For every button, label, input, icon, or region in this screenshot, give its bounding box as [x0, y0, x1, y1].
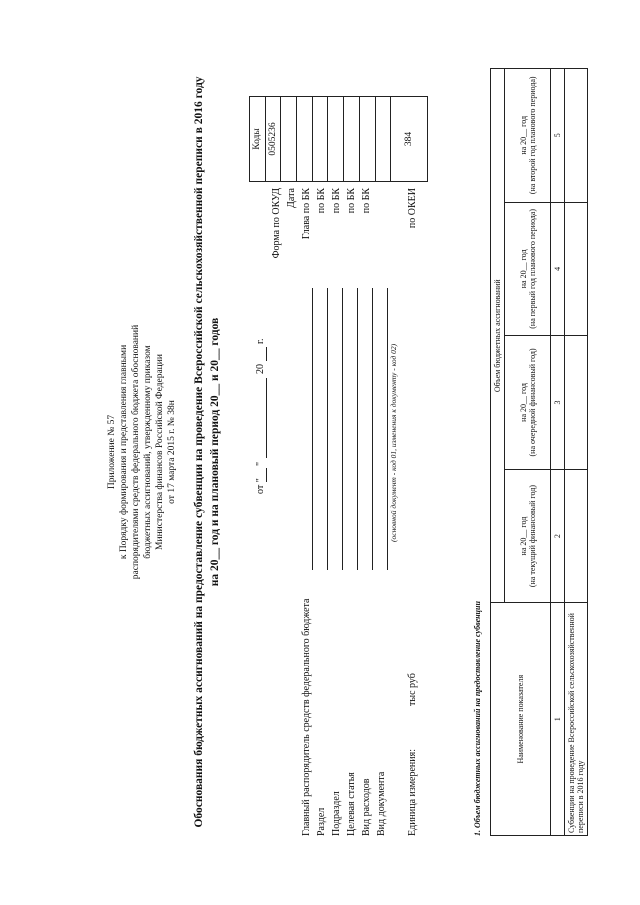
field-podrazdel-label: Подраздел: [331, 791, 342, 836]
glava-label: Глава по БК: [301, 188, 312, 240]
main-table: [490, 68, 588, 836]
document-title: Обоснования бюджетных ассигнований на предоставление субвенции на проведение Всероссийской сельскохозяйственной переписи в 2016 году: [193, 76, 205, 828]
col-number-2: 2: [551, 469, 565, 603]
field-vid-rashodov-label: Вид расходов: [361, 778, 372, 836]
col-name-header: Наименование показателя: [491, 603, 551, 836]
glava-code: [297, 97, 313, 182]
field-celevaya-line: [357, 288, 358, 570]
doc-type-hint: (основной документ - код 01, изменения к документу - код 02): [389, 343, 398, 542]
unit-label: Единица измерения:: [407, 749, 418, 836]
unit-value: тыс руб: [407, 673, 418, 706]
field-podrazdel-line: [342, 288, 343, 570]
field-celevaya-label: Целевая статья: [346, 772, 357, 836]
col-header-3-year: на 20__ год: [518, 249, 528, 289]
group-header: Объем бюджетных ассигнований: [491, 69, 505, 603]
podrazdel-bk-label: по БК: [331, 188, 342, 214]
okud-code: 0505236: [265, 97, 281, 182]
col-header-1-year: на 20__ год: [518, 516, 528, 556]
date-day-blank: [266, 468, 267, 482]
celevaya-bk-label: по БК: [346, 188, 357, 214]
col-header-3: [505, 202, 551, 336]
okei-label: по ОКЕИ: [407, 188, 418, 229]
col-number-3: 3: [551, 336, 565, 470]
date-prefix: от ": [255, 478, 266, 494]
row-label: Субвенции на проведение Всероссийской сельскохозяйственной переписи в 2016 году: [565, 603, 588, 836]
field-glava-label: Главный распорядитель средств федерального бюджета: [301, 598, 312, 836]
date-suffix: г.: [255, 338, 266, 344]
field-vid-rashodov-line: [372, 288, 373, 570]
vid-rashodov-bk-label: по БК: [361, 188, 372, 214]
razdel-bk-label: по БК: [316, 188, 327, 214]
date-month-blank: [266, 378, 267, 458]
header-line-3: распорядителями средств федерального бюджета обоснований: [131, 324, 141, 580]
date-code: [281, 97, 297, 182]
celevaya-code: [344, 97, 360, 182]
rotated-document-page: [105, 62, 585, 842]
codes-table: [249, 96, 428, 182]
appendix-number: Приложение № 57: [107, 414, 117, 490]
field-vid-doc-line: [387, 288, 388, 570]
col-header-4: [505, 69, 551, 203]
col-number-5: 5: [551, 69, 565, 203]
row-value-2: [565, 336, 588, 470]
col-header-2-year: на 20__ год: [518, 383, 528, 422]
header-line-2: к Порядку формирования и представления главными: [119, 344, 129, 560]
field-razdel-label: Раздел: [316, 807, 327, 836]
col-number-1: 1: [551, 603, 565, 836]
col-header-4-year: на 20__ год: [518, 115, 528, 155]
col-header-1-desc: (на текущий финансовый год): [527, 484, 537, 588]
header-line-5: Министерства финансов Российской Федерации: [155, 354, 165, 550]
col-header-4-desc: (на второй год планового периода): [527, 76, 537, 195]
col-header-3-desc: (на первый год планового периода): [527, 208, 537, 329]
razdel-code: [312, 97, 328, 182]
col-number-4: 4: [551, 202, 565, 336]
document-subtitle: на 20__ год и на плановый период 20__ и 20__ годов: [209, 317, 221, 587]
col-header-2-desc: (на очередной финансовый год): [527, 348, 537, 457]
row-value-3: [565, 202, 588, 336]
date-label: Дата: [286, 188, 297, 208]
header-line-4: бюджетных ассигнований, утвержденному приказом: [143, 345, 153, 559]
header-block: [105, 62, 185, 842]
col-header-1: [505, 469, 551, 603]
section-title: 1. Объем бюджетных ассигнований на предоставление субвенции: [473, 601, 482, 836]
okud-label: Форма по ОКУД: [271, 188, 282, 259]
field-glava-line: [312, 288, 313, 570]
field-razdel-line: [327, 288, 328, 570]
col-header-2: [505, 336, 551, 470]
codes-header: Коды: [250, 97, 266, 182]
row-value-4: [565, 69, 588, 203]
date-year: 20: [255, 364, 266, 374]
date-mid: ": [255, 461, 266, 466]
header-line-6: от 17 марта 2015 г. № 38н: [167, 400, 177, 504]
vid-rashodov-code: [359, 97, 375, 182]
podrazdel-code: [328, 97, 344, 182]
vid-doc-code: [375, 97, 391, 182]
field-vid-doc-label: Вид документа: [376, 771, 387, 836]
row-value-1: [565, 469, 588, 603]
okei-code: 384: [391, 97, 428, 182]
date-year-blank: [266, 347, 267, 361]
